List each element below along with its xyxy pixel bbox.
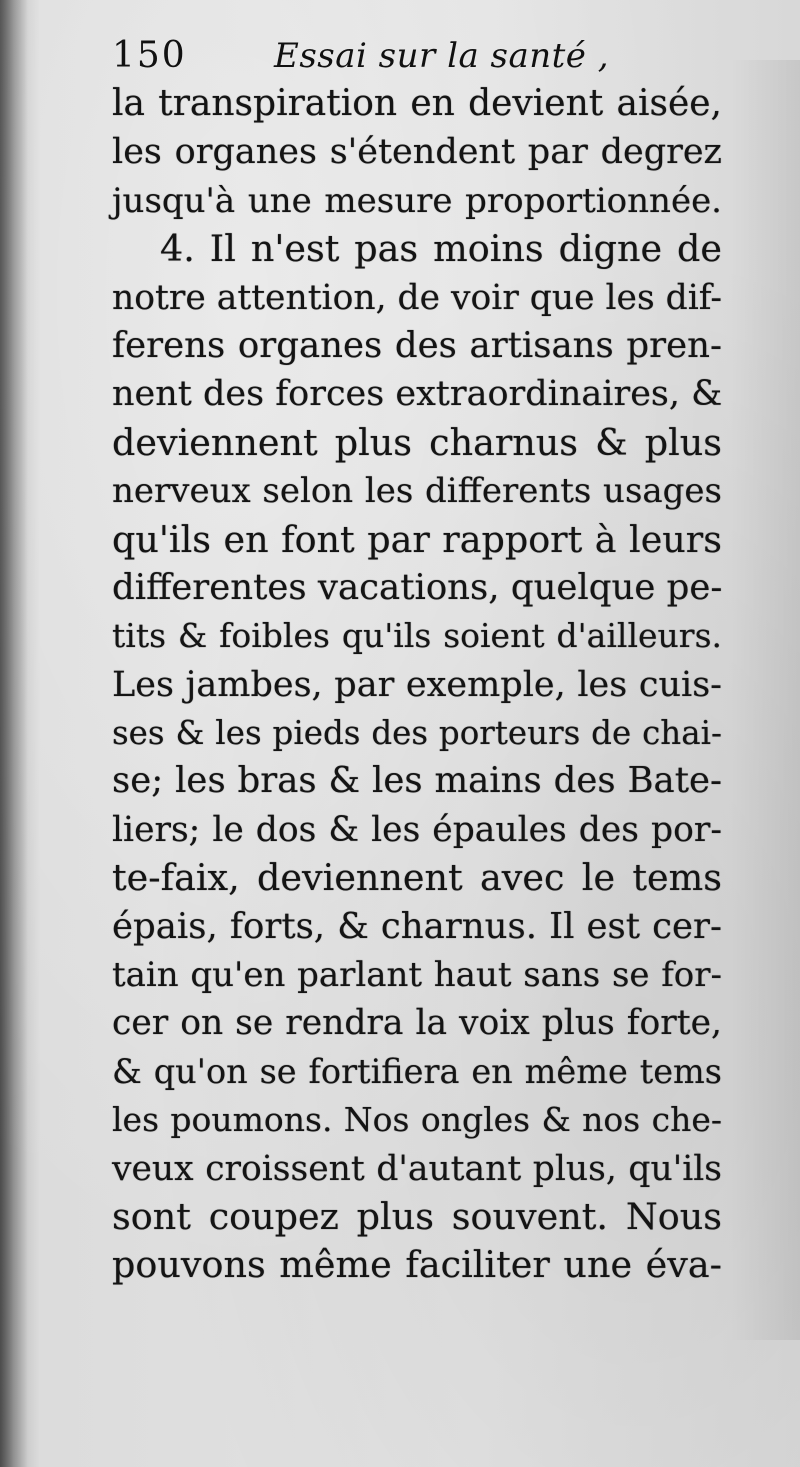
text-line: les organes s'étendent par degrez bbox=[112, 132, 722, 173]
text-line: te-faix, deviennent avec le tems bbox=[112, 856, 722, 900]
text-line: deviennent plus charnus & plus bbox=[112, 420, 722, 464]
gutter-shadow bbox=[0, 0, 28, 1467]
text-line: sont coupez plus souvent. Nous bbox=[112, 1194, 722, 1238]
text-line: tits & foibles qu'ils soient d'ailleurs. bbox=[112, 616, 722, 656]
text-line: 4. Il n'est pas moins digne de bbox=[160, 227, 722, 271]
text-line: pouvons même faciliter une éva- bbox=[112, 1243, 722, 1287]
text-line: tain qu'en parlant haut sans se for- bbox=[112, 955, 722, 996]
text-line: épais, forts, & charnus. Il est cer- bbox=[112, 905, 722, 947]
page-number: 150 bbox=[112, 35, 187, 76]
text-line: veux croissent d'autant plus, qu'ils bbox=[112, 1148, 722, 1189]
running-head bbox=[112, 28, 712, 84]
running-title: Essai sur la santé , bbox=[274, 36, 610, 76]
edge-shading bbox=[730, 60, 800, 1340]
text-line: la transpiration en devient aisée, bbox=[112, 83, 722, 124]
text-line: & qu'on se fortifiera en même tems bbox=[112, 1051, 722, 1091]
body-text bbox=[112, 80, 722, 1290]
text-line: jusqu'à une mesure proportionnée. bbox=[112, 180, 722, 221]
text-line: notre attention, de voir que les dif- bbox=[112, 277, 722, 318]
text-line: cer on se rendra la voix plus forte, bbox=[112, 1003, 722, 1044]
text-line: nent des forces extraordinaires, & bbox=[112, 374, 723, 415]
text-line: se; les bras & les mains des Bate- bbox=[112, 760, 722, 802]
text-line: liers; le dos & les épaules des por- bbox=[112, 809, 722, 850]
text-line: les poumons. Nos ongles & nos che- bbox=[112, 1100, 722, 1140]
text-line: differentes vacations, quelque pe- bbox=[112, 566, 723, 608]
text-line: nerveux selon les differents usages bbox=[112, 471, 722, 512]
text-line: ses & les pieds des porteurs de chai- bbox=[112, 714, 722, 753]
text-line: Les jambes, par exemple, les cuis- bbox=[112, 664, 722, 705]
text-line: qu'ils en font par rapport à leurs bbox=[112, 517, 722, 561]
text-line: ferens organes des artisans pren- bbox=[112, 324, 722, 366]
